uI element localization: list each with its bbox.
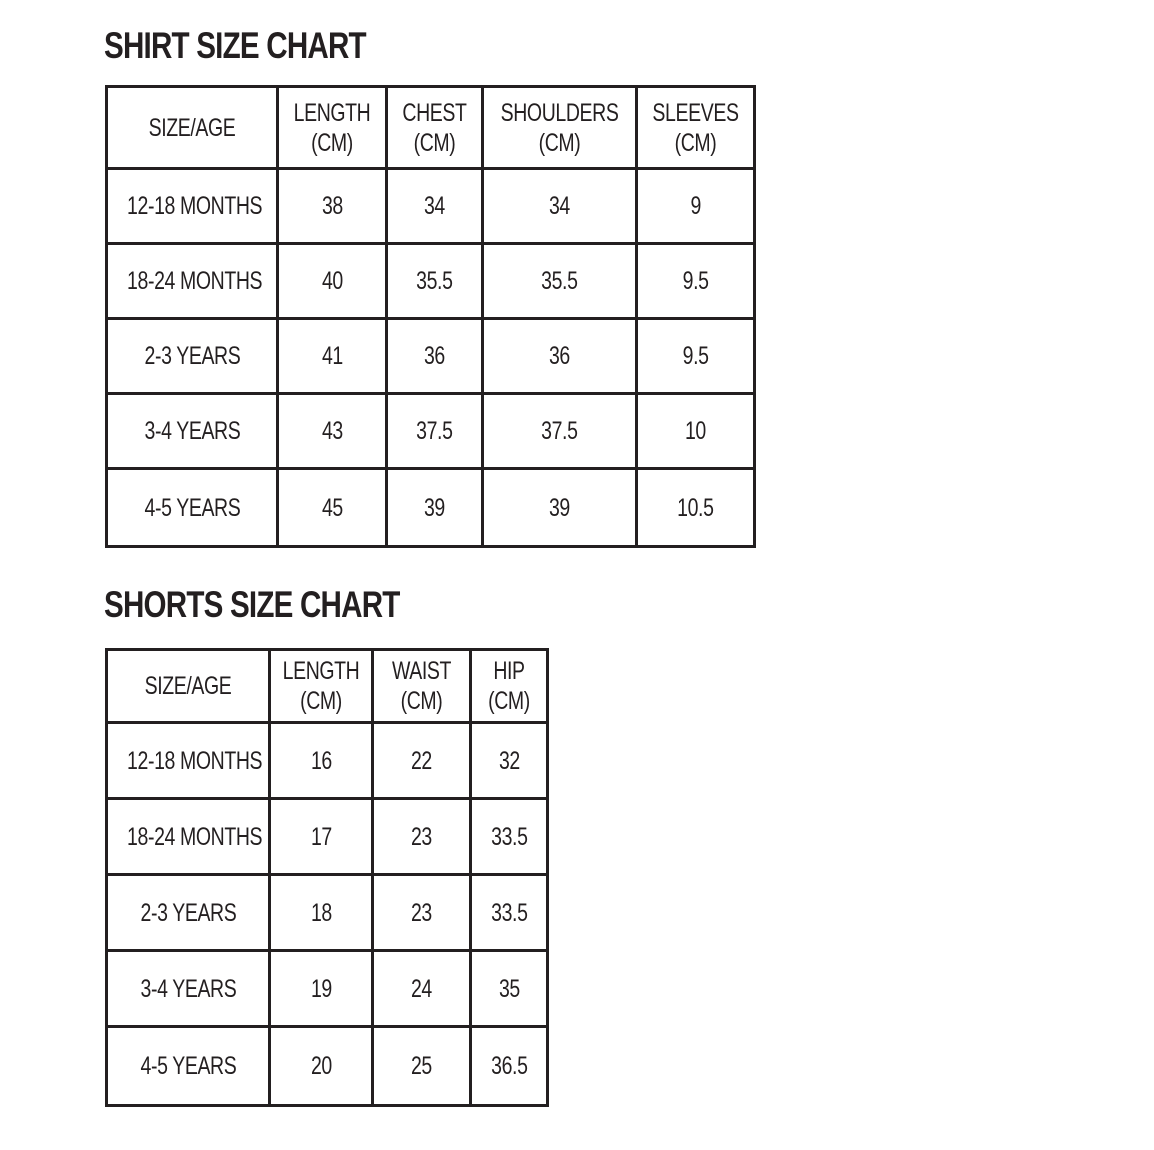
table-cell-chest: 34 — [387, 169, 483, 244]
table-header-row — [107, 87, 755, 169]
table-cell-sleeves: 10 — [637, 394, 755, 469]
table-cell-length: 38 — [278, 169, 387, 244]
table-row — [107, 394, 755, 469]
column-header-chest: CHEST (CM) — [387, 87, 483, 169]
table-cell-hip: 33.5 — [471, 799, 548, 875]
table-cell-chest: 36 — [387, 319, 483, 394]
table-cell-waist: 24 — [373, 951, 471, 1027]
table-cell-length: 18 — [270, 875, 373, 951]
table-cell-length: 45 — [278, 469, 387, 547]
table-cell-sleeves: 10.5 — [637, 469, 755, 547]
table-cell-size-age: 4-5 YEARS — [107, 1027, 270, 1106]
table-cell-length: 19 — [270, 951, 373, 1027]
table-cell-shoulders: 34 — [483, 169, 637, 244]
table-cell-length: 17 — [270, 799, 373, 875]
column-header-waist: WAIST (CM) — [373, 650, 471, 723]
column-header-length: LENGTH (CM) — [278, 87, 387, 169]
table-cell-shoulders: 35.5 — [483, 244, 637, 319]
table-cell-size-age: 2-3 YEARS — [107, 875, 270, 951]
table-cell-hip: 32 — [471, 723, 548, 799]
table-cell-hip: 35 — [471, 951, 548, 1027]
table-cell-length: 16 — [270, 723, 373, 799]
table-cell-sleeves: 9.5 — [637, 244, 755, 319]
column-header-size-age: SIZE/AGE — [107, 650, 270, 723]
table-header-row — [107, 650, 548, 723]
table-cell-hip: 36.5 — [471, 1027, 548, 1106]
table-row — [107, 1027, 548, 1106]
table-cell-chest: 37.5 — [387, 394, 483, 469]
column-header-shoulders: SHOULDERS (CM) — [483, 87, 637, 169]
table-cell-length: 40 — [278, 244, 387, 319]
shorts-size-chart-title: SHORTS SIZE CHART — [104, 584, 400, 625]
table-cell-length: 20 — [270, 1027, 373, 1106]
table-row — [107, 723, 548, 799]
table-cell-shoulders: 39 — [483, 469, 637, 547]
table-cell-size-age: 4-5 YEARS — [107, 469, 278, 547]
table-cell-size-age: 12-18 MONTHS — [107, 723, 270, 799]
table-row — [107, 319, 755, 394]
table-row — [107, 244, 755, 319]
table-cell-length: 43 — [278, 394, 387, 469]
table-cell-size-age: 2-3 YEARS — [107, 319, 278, 394]
table-cell-waist: 23 — [373, 875, 471, 951]
table-cell-size-age: 18-24 MONTHS — [107, 244, 278, 319]
table-row — [107, 169, 755, 244]
shirt-size-chart-title: SHIRT SIZE CHART — [104, 25, 366, 66]
table-cell-sleeves: 9 — [637, 169, 755, 244]
column-header-hip: HIP (CM) — [471, 650, 548, 723]
table-cell-hip: 33.5 — [471, 875, 548, 951]
table-cell-length: 41 — [278, 319, 387, 394]
table-cell-chest: 35.5 — [387, 244, 483, 319]
table-row — [107, 951, 548, 1027]
table-row — [107, 469, 755, 547]
column-header-sleeves: SLEEVES (CM) — [637, 87, 755, 169]
table-cell-waist: 25 — [373, 1027, 471, 1106]
table-cell-size-age: 18-24 MONTHS — [107, 799, 270, 875]
table-cell-shoulders: 36 — [483, 319, 637, 394]
table-cell-sleeves: 9.5 — [637, 319, 755, 394]
table-cell-size-age: 12-18 MONTHS — [107, 169, 278, 244]
column-header-size-age: SIZE/AGE — [107, 87, 278, 169]
table-row — [107, 875, 548, 951]
column-header-length: LENGTH (CM) — [270, 650, 373, 723]
shirt-size-table — [105, 85, 756, 548]
shorts-size-table — [105, 648, 549, 1107]
table-cell-size-age: 3-4 YEARS — [107, 394, 278, 469]
table-cell-chest: 39 — [387, 469, 483, 547]
table-cell-waist: 22 — [373, 723, 471, 799]
table-cell-waist: 23 — [373, 799, 471, 875]
table-cell-size-age: 3-4 YEARS — [107, 951, 270, 1027]
table-row — [107, 799, 548, 875]
table-cell-shoulders: 37.5 — [483, 394, 637, 469]
